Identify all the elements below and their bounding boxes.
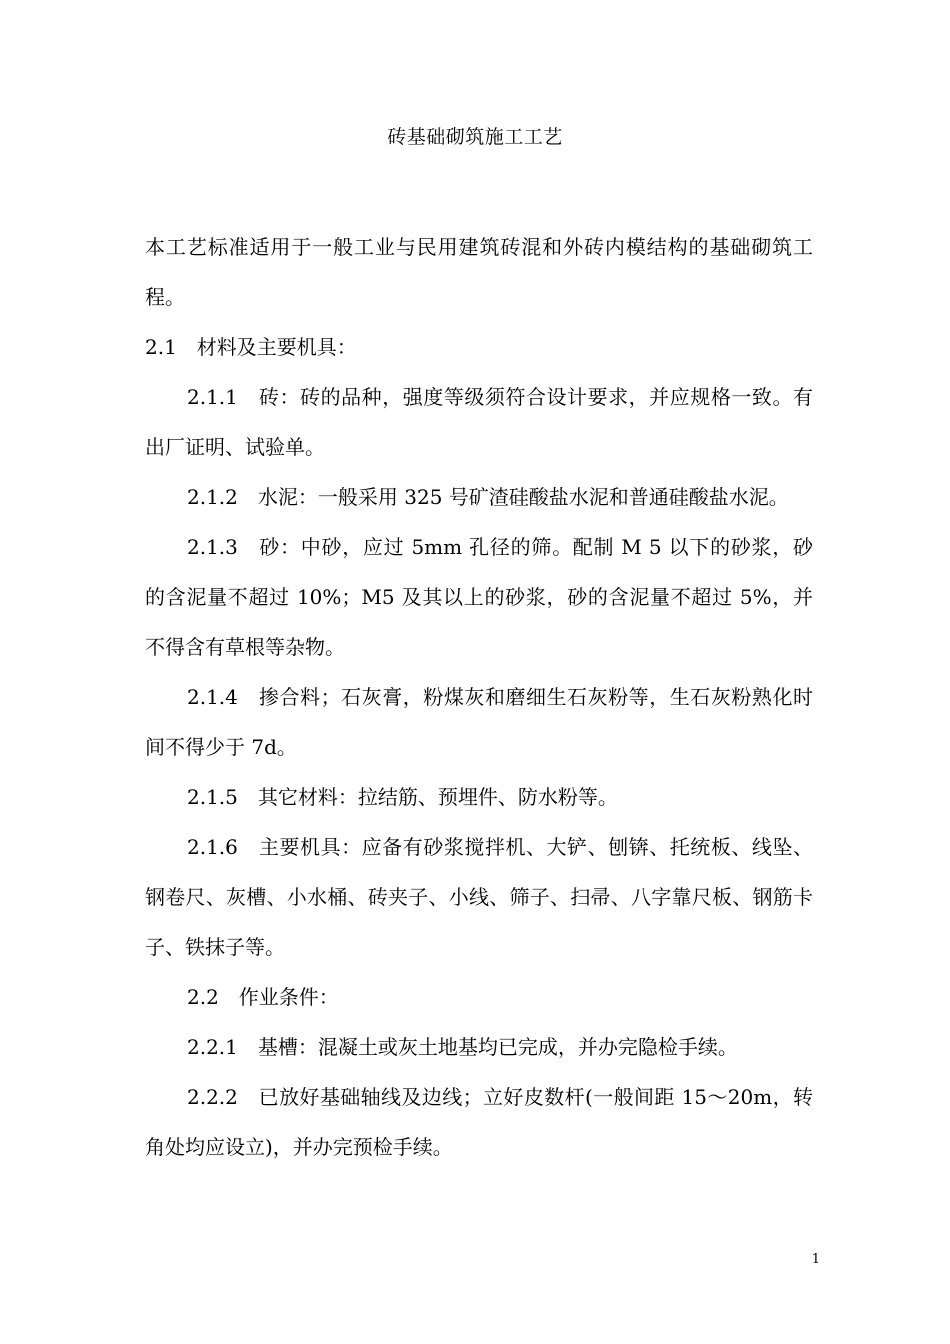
section-heading-2-1: 2.1 材料及主要机具： [145,335,357,359]
document-body [145,222,813,1172]
paragraph-2-1-4: 2.1.4 掺合料；石灰膏，粉煤灰和磨细生石灰粉等，生石灰粉熟化时间不得少于 7d。 [145,685,813,759]
paragraph-2-1-6: 2.1.6 主要机具：应备有砂浆搅拌机、大铲、刨锛、托统板、线坠、钢卷尺、灰槽、小水桶、砖夹子、小线、筛子、扫帚、八字靠尺板、钢筋卡子、铁抹子等。 [145,835,813,959]
paragraph-2-2-2: 2.2.2 已放好基础轴线及边线；立好皮数杆(一般间距 15～20m，转角处均应设立)，并办完预检手续。 [145,1085,813,1159]
paragraph-2-2-1: 2.2.1 基槽：混凝土或灰土地基均已完成，并办完隐检手续。 [187,1035,738,1059]
paragraph-2-1-2: 2.1.2 水泥：一般采用 325 号矿渣硅酸盐水泥和普通硅酸盐水泥。 [187,485,789,509]
paragraph-intro: 本工艺标准适用于一般工业与民用建筑砖混和外砖内模结构的基础砌筑工程。 [145,235,813,309]
paragraph-2-1-5: 2.1.5 其它材料：拉结筋、预埋件、防水粉等。 [187,785,618,809]
document-title: 砖基础砌筑施工工艺 [387,126,563,148]
paragraph-2-1-3: 2.1.3 砂：中砂，应过 5mm 孔径的筛。配制 M 5 以下的砂浆，砂的含泥量不超过 10%；M5 及其以上的砂浆，砂的含泥量不超过 5%，并不得含有草根等杂物。 [145,535,813,659]
page-number: 1 [811,1252,820,1267]
paragraph-2-1-1: 2.1.1 砖：砖的品种，强度等级须符合设计要求，并应规格一致。有出厂证明、试验单。 [145,385,813,459]
section-heading-2-2: 2.2 作业条件： [187,985,339,1009]
